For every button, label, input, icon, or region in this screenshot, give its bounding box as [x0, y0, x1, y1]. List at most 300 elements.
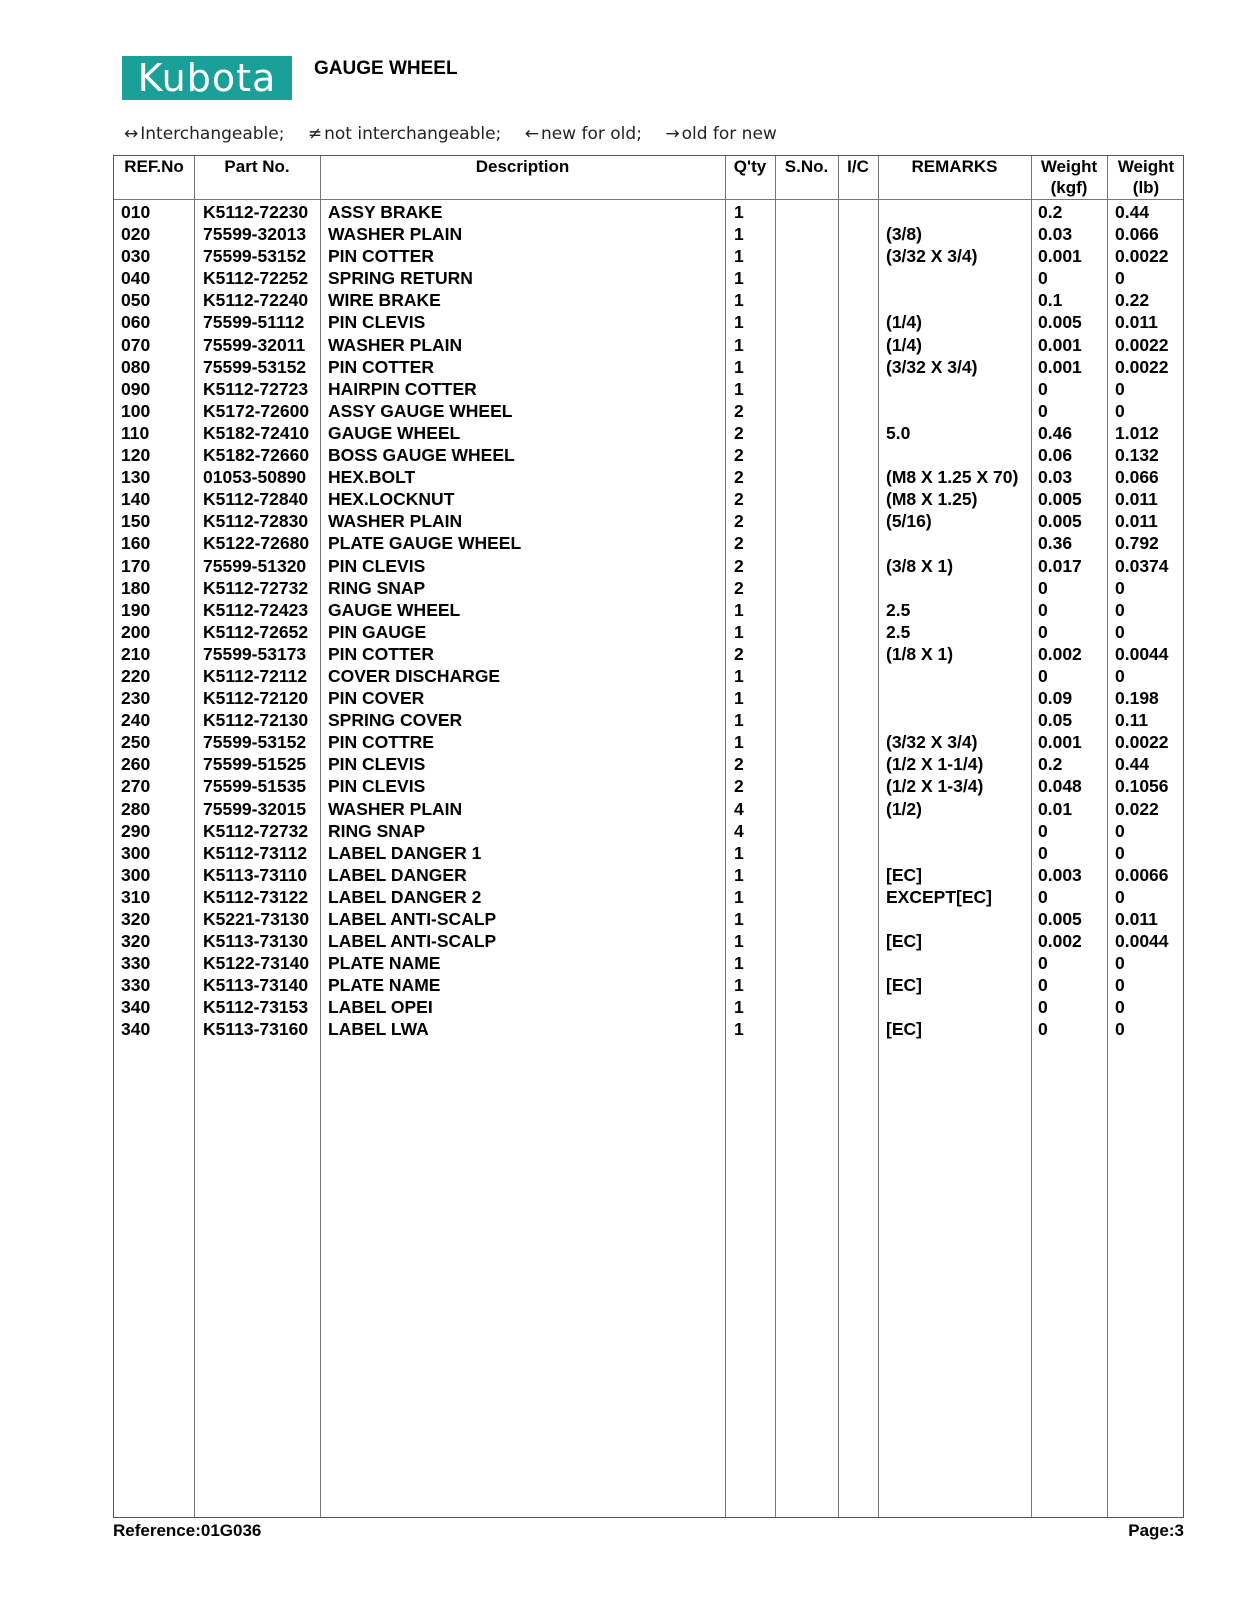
- cell-description: PIN COTTER: [328, 246, 434, 267]
- cell-weight-lb: 0: [1115, 1019, 1125, 1040]
- cell-ref: 270: [121, 776, 151, 797]
- cell-weight-lb: 0.0374: [1115, 555, 1169, 576]
- cell-part-no: K5112-72423: [203, 599, 309, 620]
- cell-qty: 1: [734, 842, 744, 863]
- cell-part-no: K5172-72600: [203, 400, 310, 421]
- cell-weight-lb: 0: [1115, 975, 1125, 996]
- legend-item-old-for-new: [665, 124, 777, 144]
- cell-weight-lb: 0: [1115, 577, 1125, 598]
- cell-weight-lb: 0.011: [1115, 312, 1158, 333]
- cell-part-no: K5113-73140: [203, 975, 309, 996]
- cell-qty: 2: [734, 776, 744, 797]
- cell-part-no: K5113-73130: [203, 931, 309, 952]
- cell-weight-kgf: 0: [1038, 997, 1048, 1018]
- cell-ref: 330: [121, 975, 151, 996]
- cell-weight-lb: 0: [1115, 953, 1125, 974]
- cell-qty: 2: [734, 511, 744, 532]
- table-row: [114, 400, 1183, 422]
- cell-weight-kgf: 0: [1038, 621, 1048, 642]
- cell-qty: 1: [734, 665, 744, 686]
- cell-ref: 050: [121, 290, 151, 311]
- cell-remarks: (1/4): [886, 334, 922, 355]
- cell-ref: 250: [121, 732, 151, 753]
- cell-qty: 2: [734, 489, 744, 510]
- table-row: [114, 864, 1183, 886]
- cell-qty: 2: [734, 467, 744, 488]
- cell-part-no: K5112-72120: [203, 688, 309, 709]
- cell-remarks: (3/32 X 3/4): [886, 732, 978, 753]
- cell-weight-kgf: 0.2: [1038, 202, 1063, 222]
- cell-description: PIN CLEVIS: [328, 555, 426, 576]
- cell-ref: 300: [121, 864, 151, 885]
- cell-weight-kgf: 0.002: [1038, 643, 1082, 664]
- parts-table: [113, 155, 1184, 1518]
- cell-part-no: 75599-32013: [203, 224, 307, 245]
- cell-ref: 330: [121, 953, 151, 974]
- cell-part-no: K5112-72723: [203, 378, 309, 399]
- bidirectional-arrow-icon: ↔: [124, 124, 139, 144]
- cell-qty: 2: [734, 577, 744, 598]
- cell-weight-kgf: 0: [1038, 886, 1048, 907]
- col-header-description: Description: [475, 157, 570, 176]
- table-row: [114, 444, 1183, 466]
- cell-remarks: (1/4): [886, 312, 922, 333]
- cell-ref: 310: [121, 886, 151, 907]
- table-row: [114, 665, 1183, 687]
- cell-qty: 2: [734, 445, 744, 466]
- cell-part-no: K5112-72732: [203, 577, 309, 598]
- cell-qty: 1: [734, 378, 744, 399]
- cell-qty: 2: [734, 533, 744, 554]
- legend-label: new for old;: [540, 124, 642, 144]
- table-row: [114, 643, 1183, 665]
- cell-description: WASHER PLAIN: [328, 224, 463, 245]
- cell-part-no: K5122-72680: [203, 533, 310, 554]
- cell-weight-lb: 0: [1115, 599, 1125, 620]
- cell-weight-kgf: 0: [1038, 378, 1048, 399]
- cell-weight-lb: 0: [1115, 820, 1125, 841]
- table-row: [114, 223, 1183, 245]
- col-header-ic: I/C: [847, 157, 869, 176]
- cell-part-no: 75599-53152: [203, 356, 307, 377]
- cell-description: WASHER PLAIN: [328, 798, 463, 819]
- cell-remarks: (1/2 X 1-1/4): [886, 754, 984, 775]
- cell-weight-lb: 0.011: [1115, 511, 1158, 532]
- cell-description: PIN COVER: [328, 688, 425, 709]
- page-title: GAUGE WHEEL: [314, 58, 458, 79]
- cell-weight-lb: 0: [1115, 268, 1125, 289]
- parts-table-body: [114, 201, 1183, 1041]
- col-header-remarks: REMARKS: [911, 157, 998, 176]
- cell-part-no: 75599-32011: [203, 334, 306, 355]
- cell-weight-kgf: 0.001: [1038, 246, 1082, 267]
- cell-remarks: (1/2): [886, 798, 922, 819]
- cell-ref: 100: [121, 400, 151, 421]
- cell-description: WASHER PLAIN: [328, 334, 463, 355]
- right-arrow-icon: →: [665, 124, 680, 144]
- cell-description: COVER DISCHARGE: [328, 665, 501, 686]
- legend-label: Interchangeable;: [140, 124, 285, 144]
- cell-qty: 1: [734, 334, 744, 355]
- table-row: [114, 356, 1183, 378]
- cell-weight-kgf: 0: [1038, 268, 1048, 289]
- cell-weight-kgf: 0: [1038, 665, 1048, 686]
- cell-weight-lb: 0: [1115, 621, 1125, 642]
- reference-code: Reference:01G036: [113, 1521, 262, 1540]
- cell-qty: 1: [734, 710, 744, 731]
- cell-part-no: K5112-72112: [203, 665, 308, 686]
- table-row: [114, 842, 1183, 864]
- cell-qty: 1: [734, 886, 744, 907]
- cell-description: SPRING RETURN: [328, 268, 473, 289]
- cell-qty: 4: [734, 798, 744, 819]
- table-row: [114, 687, 1183, 709]
- table-row: [114, 996, 1183, 1018]
- cell-weight-lb: 0: [1115, 378, 1125, 399]
- cell-weight-kgf: 0.03: [1038, 224, 1073, 245]
- cell-qty: 2: [734, 400, 744, 421]
- cell-weight-kgf: 0: [1038, 400, 1048, 421]
- cell-qty: 4: [734, 820, 744, 841]
- cell-part-no: 75599-51320: [203, 555, 307, 576]
- cell-ref: 040: [121, 268, 151, 289]
- cell-description: GAUGE WHEEL: [328, 422, 461, 443]
- cell-remarks: (M8 X 1.25 X 70): [886, 467, 1019, 488]
- cell-weight-kgf: 0: [1038, 599, 1048, 620]
- cell-qty: 1: [734, 1019, 744, 1040]
- cell-qty: 1: [734, 599, 744, 620]
- cell-part-no: K5112-72130: [203, 710, 309, 731]
- cell-description: PIN COTTER: [328, 643, 434, 664]
- cell-weight-lb: 0: [1115, 886, 1125, 907]
- col-header-sno: S.No.: [784, 157, 829, 176]
- left-arrow-icon: ←: [524, 124, 539, 144]
- cell-qty: 2: [734, 643, 744, 664]
- cell-part-no: K5112-72240: [203, 290, 309, 311]
- table-row: [114, 311, 1183, 333]
- cell-remarks: [EC]: [886, 864, 922, 885]
- cell-weight-kgf: 0.01: [1038, 798, 1073, 819]
- cell-weight-lb: 0.0022: [1115, 356, 1169, 377]
- table-row: [114, 775, 1183, 797]
- page-number: Page:3: [1128, 1521, 1184, 1540]
- cell-description: SPRING COVER: [328, 710, 463, 731]
- cell-description: PIN COTTRE: [328, 732, 434, 753]
- table-row: [114, 886, 1183, 908]
- cell-description: GAUGE WHEEL: [328, 599, 461, 620]
- cell-qty: 1: [734, 732, 744, 753]
- cell-ref: 130: [121, 467, 151, 488]
- cell-description: LABEL LWA: [328, 1019, 429, 1040]
- cell-weight-kgf: 0.003: [1038, 864, 1082, 885]
- cell-description: WASHER PLAIN: [328, 511, 463, 532]
- table-row: [114, 488, 1183, 510]
- cell-qty: 1: [734, 997, 744, 1018]
- cell-weight-lb: 0.44: [1115, 754, 1150, 775]
- cell-ref: 170: [121, 555, 151, 576]
- cell-part-no: K5112-73112: [203, 842, 308, 863]
- cell-weight-lb: 0.132: [1115, 445, 1159, 466]
- cell-qty: 1: [734, 931, 744, 952]
- cell-ref: 110: [121, 422, 150, 443]
- cell-ref: 200: [121, 621, 151, 642]
- cell-weight-kgf: 0.09: [1038, 688, 1073, 709]
- cell-description: PLATE NAME: [328, 975, 441, 996]
- cell-qty: 1: [734, 688, 744, 709]
- cell-remarks: 5.0: [886, 422, 911, 443]
- cell-weight-lb: 0.011: [1115, 489, 1158, 510]
- cell-weight-lb: 0: [1115, 997, 1125, 1018]
- cell-weight-lb: 0.066: [1115, 224, 1159, 245]
- cell-weight-lb: 0.11: [1115, 710, 1149, 731]
- cell-ref: 160: [121, 533, 151, 554]
- cell-weight-lb: 0.44: [1115, 202, 1150, 222]
- table-row: [114, 334, 1183, 356]
- cell-ref: 120: [121, 445, 151, 466]
- cell-description: PLATE NAME: [328, 953, 441, 974]
- interchangeability-legend: [124, 124, 795, 144]
- cell-qty: 1: [734, 268, 744, 289]
- cell-qty: 1: [734, 356, 744, 377]
- cell-remarks: (3/32 X 3/4): [886, 356, 978, 377]
- cell-part-no: 75599-51535: [203, 776, 307, 797]
- cell-part-no: 75599-32015: [203, 798, 307, 819]
- cell-weight-lb: 0: [1115, 400, 1125, 421]
- cell-part-no: K5113-73110: [203, 864, 308, 885]
- cell-description: WIRE BRAKE: [328, 290, 441, 311]
- cell-ref: 260: [121, 754, 151, 775]
- cell-qty: 1: [734, 621, 744, 642]
- cell-qty: 1: [734, 312, 744, 333]
- col-header-qty: Q'ty: [733, 157, 767, 176]
- table-row: [114, 510, 1183, 532]
- cell-part-no: 75599-53173: [203, 643, 307, 664]
- table-row: [114, 908, 1183, 930]
- cell-description: LABEL ANTI-SCALP: [328, 909, 497, 929]
- table-row: [114, 422, 1183, 444]
- cell-description: PIN CLEVIS: [328, 754, 426, 775]
- cell-qty: 1: [734, 246, 744, 267]
- cell-part-no: K5112-72840: [203, 489, 309, 510]
- cell-weight-kgf: 0.002: [1038, 931, 1082, 952]
- cell-weight-kgf: 0.005: [1038, 909, 1082, 929]
- cell-part-no: K5182-72410: [203, 422, 310, 443]
- cell-description: LABEL OPEI: [328, 997, 433, 1018]
- cell-ref: 320: [121, 931, 151, 952]
- cell-part-no: K5112-72732: [203, 820, 309, 841]
- cell-ref: 140: [121, 489, 151, 510]
- cell-weight-lb: 0.198: [1115, 688, 1159, 709]
- cell-ref: 060: [121, 312, 151, 333]
- cell-qty: 2: [734, 555, 744, 576]
- table-row: [114, 466, 1183, 488]
- header-divider: [114, 199, 1183, 200]
- cell-ref: 090: [121, 378, 151, 399]
- cell-description: PIN COTTER: [328, 356, 434, 377]
- cell-weight-kgf: 0.1: [1038, 290, 1063, 311]
- cell-remarks: (3/8 X 1): [886, 555, 954, 576]
- cell-description: LABEL ANTI-SCALP: [328, 931, 497, 952]
- cell-qty: 1: [734, 224, 744, 245]
- cell-ref: 340: [121, 1019, 151, 1040]
- cell-weight-kgf: 0.001: [1038, 732, 1082, 753]
- table-row: [114, 577, 1183, 599]
- cell-ref: 080: [121, 356, 151, 377]
- cell-weight-kgf: 0.017: [1038, 555, 1082, 576]
- cell-part-no: K5112-72830: [203, 511, 309, 532]
- table-row: [114, 1018, 1183, 1040]
- cell-weight-lb: 0.22: [1115, 290, 1150, 311]
- cell-description: PLATE GAUGE WHEEL: [328, 533, 522, 554]
- cell-ref: 030: [121, 246, 151, 267]
- cell-qty: 2: [734, 422, 744, 443]
- table-row: [114, 820, 1183, 842]
- legend-item-interchangeable: [124, 124, 284, 144]
- cell-description: LABEL DANGER 2: [328, 886, 482, 907]
- not-equal-icon: ≠: [307, 124, 323, 144]
- cell-weight-lb: 0.0066: [1115, 864, 1169, 885]
- cell-weight-lb: 1.012: [1115, 422, 1159, 443]
- cell-weight-kgf: 0: [1038, 820, 1048, 841]
- cell-weight-kgf: 0: [1038, 975, 1048, 996]
- cell-weight-kgf: 0.005: [1038, 511, 1082, 532]
- cell-ref: 150: [121, 511, 151, 532]
- cell-part-no: 75599-53152: [203, 246, 307, 267]
- cell-ref: 290: [121, 820, 151, 841]
- cell-weight-kgf: 0.005: [1038, 489, 1082, 510]
- cell-description: PIN GAUGE: [328, 621, 427, 642]
- cell-remarks: EXCEPT[EC]: [886, 886, 992, 907]
- table-row: [114, 952, 1183, 974]
- legend-label: old for new: [681, 124, 777, 144]
- cell-ref: 020: [121, 224, 151, 245]
- table-row: [114, 930, 1183, 952]
- cell-weight-lb: 0.792: [1115, 533, 1159, 554]
- cell-description: HEX.BOLT: [328, 467, 416, 488]
- cell-part-no: K5112-73153: [203, 997, 309, 1018]
- cell-ref: 070: [121, 334, 151, 355]
- cell-remarks: (1/8 X 1): [886, 643, 954, 664]
- cell-description: PIN CLEVIS: [328, 776, 426, 797]
- cell-description: ASSY GAUGE WHEEL: [328, 400, 513, 421]
- cell-weight-lb: 0.022: [1115, 798, 1159, 819]
- cell-weight-kgf: 0.001: [1038, 334, 1082, 355]
- cell-remarks: [EC]: [886, 975, 922, 996]
- cell-ref: 180: [121, 577, 151, 598]
- cell-description: PIN CLEVIS: [328, 312, 426, 333]
- cell-qty: 2: [734, 754, 744, 775]
- table-row: [114, 201, 1183, 223]
- cell-ref: 210: [121, 643, 151, 664]
- table-row: [114, 731, 1183, 753]
- col-header-weight-kgf: Weight (kgf): [1040, 157, 1098, 197]
- cell-weight-kgf: 0.05: [1038, 710, 1073, 731]
- col-header-part: Part No.: [224, 157, 290, 176]
- cell-qty: 1: [734, 202, 744, 222]
- cell-weight-kgf: 0.2: [1038, 754, 1063, 775]
- cell-ref: 190: [121, 599, 151, 620]
- cell-description: RING SNAP: [328, 820, 426, 841]
- cell-qty: 1: [734, 909, 744, 929]
- col-header-ref: REF.No: [124, 157, 184, 176]
- legend-item-new-for-old: [525, 124, 642, 144]
- cell-qty: 1: [734, 864, 744, 885]
- cell-weight-kgf: 0: [1038, 842, 1048, 863]
- cell-ref: 220: [121, 665, 151, 686]
- cell-weight-lb: 0.0044: [1115, 643, 1169, 664]
- cell-weight-lb: 0: [1115, 842, 1125, 863]
- cell-weight-kgf: 0: [1038, 1019, 1048, 1040]
- table-row: [114, 709, 1183, 731]
- cell-ref: 240: [121, 710, 151, 731]
- table-row: [114, 245, 1183, 267]
- cell-weight-lb: 0.011: [1115, 909, 1158, 929]
- cell-description: LABEL DANGER 1: [328, 842, 482, 863]
- cell-weight-kgf: 0.36: [1038, 533, 1073, 554]
- cell-weight-lb: 0.066: [1115, 467, 1159, 488]
- cell-description: HEX.LOCKNUT: [328, 489, 455, 510]
- cell-ref: 230: [121, 688, 151, 709]
- table-row: [114, 974, 1183, 996]
- cell-description: RING SNAP: [328, 577, 426, 598]
- cell-remarks: 2.5: [886, 599, 911, 620]
- cell-part-no: K5112-73122: [203, 886, 309, 907]
- cell-remarks: (M8 X 1.25): [886, 489, 978, 510]
- cell-weight-lb: 0.0022: [1115, 246, 1169, 267]
- table-row: [114, 798, 1183, 820]
- cell-weight-lb: 0.0022: [1115, 732, 1169, 753]
- table-row: [114, 378, 1183, 400]
- cell-part-no: K5122-73140: [203, 953, 310, 974]
- cell-part-no: K5113-73160: [203, 1019, 309, 1040]
- cell-part-no: K5182-72660: [203, 445, 310, 466]
- cell-remarks: [EC]: [886, 931, 922, 952]
- table-row: [114, 289, 1183, 311]
- cell-part-no: 75599-51112: [203, 312, 305, 333]
- cell-part-no: 75599-51525: [203, 754, 307, 775]
- cell-remarks: (5/16): [886, 511, 932, 532]
- col-header-weight-lb: Weight (lb): [1117, 157, 1175, 197]
- cell-weight-kgf: 0: [1038, 577, 1048, 598]
- table-row: [114, 267, 1183, 289]
- table-row: [114, 599, 1183, 621]
- kubota-logo: [122, 56, 292, 100]
- cell-part-no: K5112-72230: [203, 202, 309, 222]
- cell-ref: 280: [121, 798, 151, 819]
- legend-item-not-interchangeable: [308, 124, 501, 144]
- cell-weight-lb: 0.0044: [1115, 931, 1169, 952]
- cell-weight-lb: 0: [1115, 665, 1125, 686]
- cell-weight-lb: 0.0022: [1115, 334, 1169, 355]
- cell-ref: 320: [121, 909, 151, 929]
- cell-remarks: (3/8): [886, 224, 922, 245]
- table-row: [114, 753, 1183, 775]
- cell-ref: 340: [121, 997, 151, 1018]
- cell-weight-kgf: 0: [1038, 953, 1048, 974]
- cell-part-no: K5112-72652: [203, 621, 309, 642]
- cell-description: LABEL DANGER: [328, 864, 467, 885]
- cell-weight-kgf: 0.46: [1038, 422, 1073, 443]
- cell-part-no: 75599-53152: [203, 732, 307, 753]
- cell-remarks: 2.5: [886, 621, 911, 642]
- cell-ref: 300: [121, 842, 151, 863]
- cell-remarks: (3/32 X 3/4): [886, 246, 978, 267]
- cell-weight-lb: 0.1056: [1115, 776, 1169, 797]
- table-row: [114, 532, 1183, 554]
- cell-weight-kgf: 0.048: [1038, 776, 1082, 797]
- cell-part-no: K5221-73130: [203, 909, 310, 929]
- cell-remarks: (1/2 X 1-3/4): [886, 776, 984, 797]
